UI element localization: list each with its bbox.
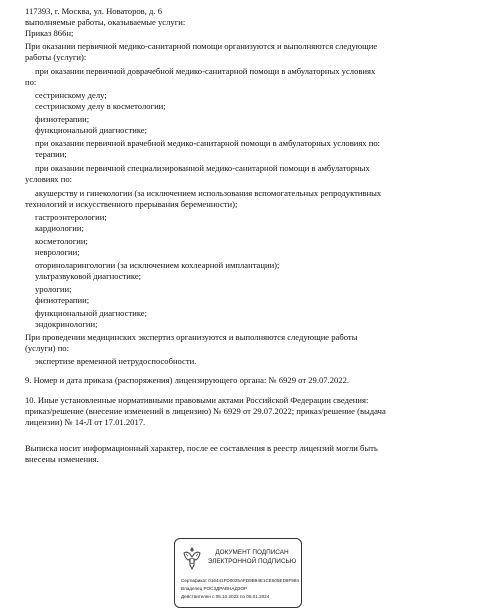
document-line: лицензии) № 14-Л от 17.01.2017. [25, 417, 146, 427]
document-line: работы (услуги): [25, 52, 87, 62]
document-line: (услуги) по: [25, 343, 69, 353]
document-line: при оказании первичной доврачебной медико-санитарной помощи в амбулаторных условиях [35, 66, 376, 76]
document-line: Приказ 866н; [25, 28, 74, 38]
document-line: при оказании первичной специализированной медико-санитарной помощи в амбулаторных [35, 163, 370, 173]
stamp-certificate: Сертификат 016441FD0025AFD9B94E1CE505ED8F984 [181, 578, 299, 583]
coat-of-arms-icon [181, 545, 203, 571]
document-line: При проведении медицинских экспертиз организуются и выполняются следующие работы [25, 332, 358, 342]
document-line: 117393, г. Москва, ул. Новаторов, д. 6 [25, 6, 162, 16]
stamp-title-line1: ДОКУМЕНТ ПОДПИСАН [215, 549, 289, 556]
document-line: экспертизе временной нетрудоспособности. [35, 356, 197, 366]
document-line: При оказании первичной медико-санитарной помощи организуются и выполняются следующие [25, 41, 378, 51]
document-line: урологии; [35, 284, 72, 294]
stamp-valid: Действителен с 05.10.2022 по 05.01.2024 [181, 594, 270, 599]
stamp-title-line2: ЭЛЕКТРОННОЙ ПОДПИСЬЮ [207, 558, 297, 565]
document-line: при оказании первичной врачебной медико-санитарной помощи в амбулаторных условиях по: [35, 138, 381, 148]
document-line: технологий и искусственного прерывания беременности); [25, 199, 238, 209]
document-line: функциональной диагностике; [35, 308, 148, 318]
document-line: ультразвуковой диагностике; [35, 271, 142, 281]
document-line: условиях по: [25, 174, 73, 184]
document-line: 9. Номер и дата приказа (распоряжения) лицензирующего органа: № 6929 от 29.07.2022. [25, 375, 350, 385]
document-line: физиотерапии; [35, 114, 90, 124]
document-line: оториноларингологии (за исключением кохлеарной имплантации); [35, 260, 280, 270]
document-line: выполняемые работы, оказываемые услуги: [25, 17, 186, 27]
document-line: косметологии; [35, 236, 88, 246]
document-line: сестринскому делу в косметологии; [35, 101, 166, 111]
document-line: гастроэнтерологии; [35, 212, 107, 222]
stamp-owner: Владелец РОСЗДРАВНАДЗОР [181, 586, 248, 591]
document-line: кардиологии; [35, 223, 84, 233]
document-line: приказ/решение (внесение изменений в лицензию) № 6929 от 29.07.2022; приказ/решение (выдача [25, 406, 386, 416]
document-line: по: [25, 77, 37, 87]
document-line: Выписка носит информационный характер, после ее составления в реестр лицензий могли быть [25, 443, 378, 453]
electronic-signature-stamp [174, 538, 302, 608]
document-line: внесены изменения. [25, 454, 99, 464]
document-line: функциональной диагностике; [35, 125, 148, 135]
document-line: сестринскому делу; [35, 90, 107, 100]
document-line: эндокринологии; [35, 319, 98, 329]
document-line: 10. Иные установленные нормативными правовыми актами Российской Федерации сведения: [25, 395, 369, 405]
document-line: физиотерапии; [35, 295, 90, 305]
document-line: неврологии; [35, 247, 80, 257]
document-line: акушерству и гинекологии (за исключением использования вспомогательных репродуктивных [35, 188, 382, 198]
document-line: терапии; [35, 149, 67, 159]
